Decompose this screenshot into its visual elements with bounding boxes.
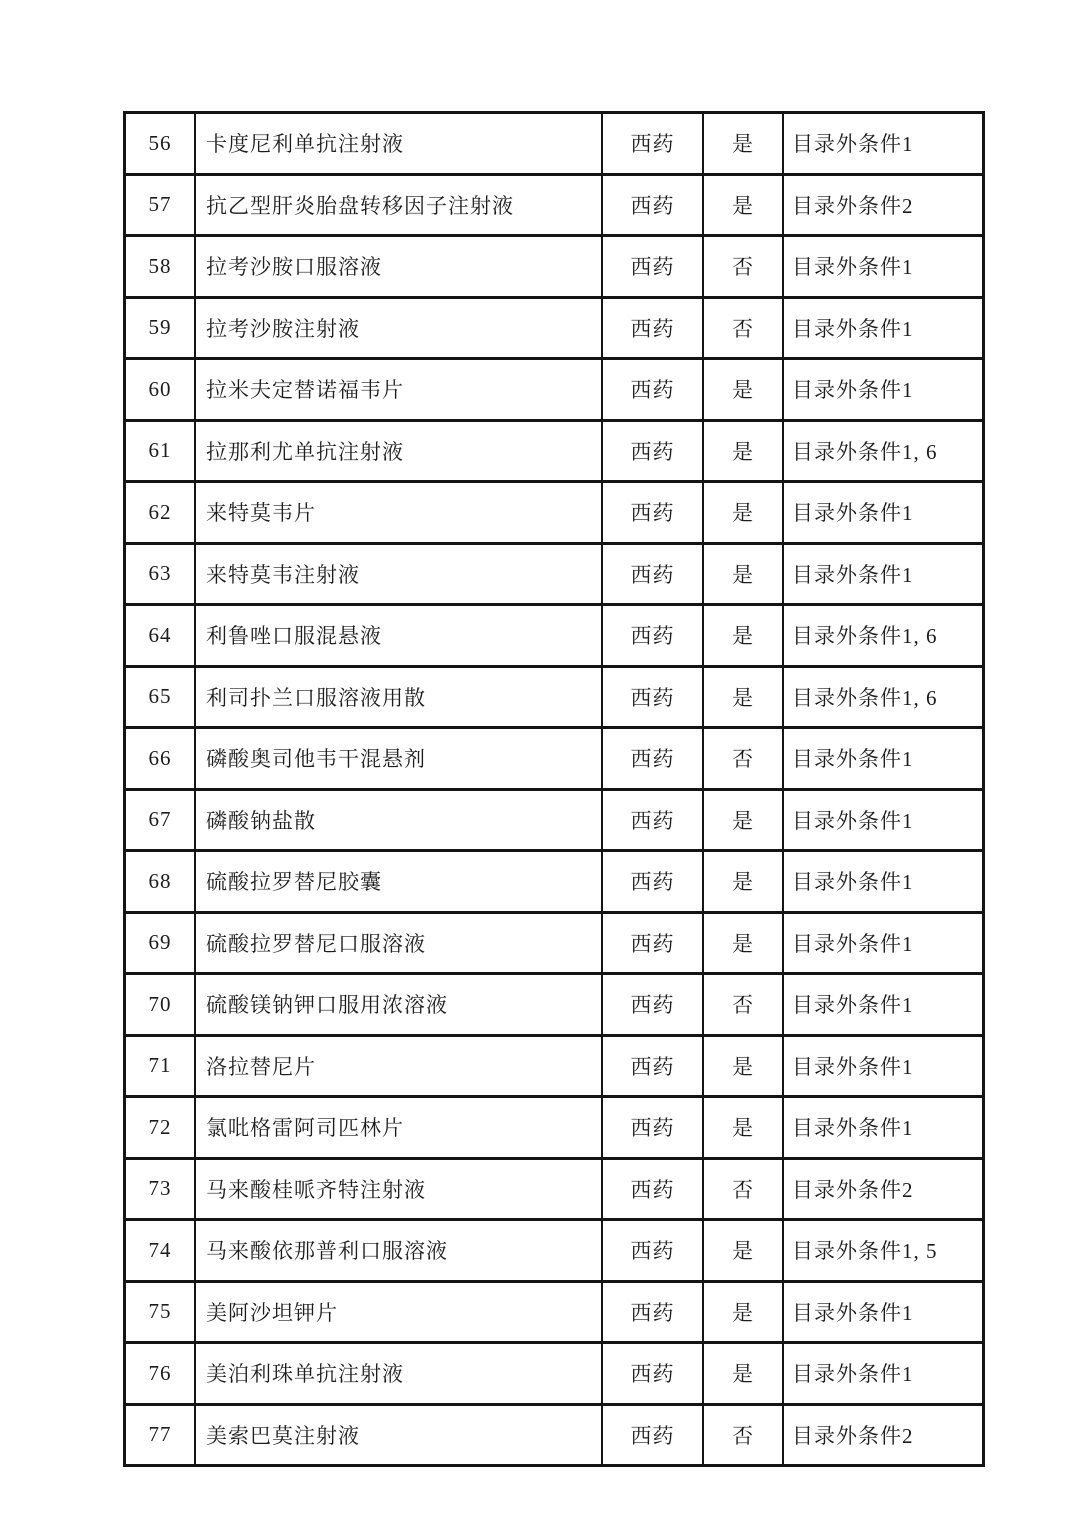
table-row (125, 851, 984, 913)
row-number: 64 (125, 605, 196, 667)
table-row (125, 666, 984, 728)
inclusion-flag: 是 (703, 1343, 783, 1405)
inclusion-flag: 是 (703, 851, 783, 913)
row-number: 68 (125, 851, 196, 913)
condition-label: 目录外条件1, 6 (783, 666, 984, 728)
drug-name: 马来酸依那普利口服溶液 (195, 1220, 602, 1282)
table-row (125, 174, 984, 236)
row-number: 58 (125, 236, 196, 298)
row-number: 76 (125, 1343, 196, 1405)
table-row (125, 236, 984, 298)
drug-category: 西药 (602, 1220, 703, 1282)
drug-name: 硫酸拉罗替尼口服溶液 (195, 912, 602, 974)
table-row (125, 912, 984, 974)
table-row (125, 1097, 984, 1159)
inclusion-flag: 否 (703, 728, 783, 790)
condition-label: 目录外条件1 (783, 482, 984, 544)
condition-label: 目录外条件1 (783, 359, 984, 421)
drug-category: 西药 (602, 420, 703, 482)
table-row (125, 728, 984, 790)
table-row (125, 789, 984, 851)
inclusion-flag: 是 (703, 605, 783, 667)
condition-label: 目录外条件1 (783, 297, 984, 359)
inclusion-flag: 是 (703, 482, 783, 544)
drug-category: 西药 (602, 1343, 703, 1405)
table-row (125, 482, 984, 544)
condition-label: 目录外条件1 (783, 1343, 984, 1405)
drug-category: 西药 (602, 359, 703, 421)
drug-category: 西药 (602, 974, 703, 1036)
drug-category: 西药 (602, 1404, 703, 1466)
condition-label: 目录外条件1 (783, 728, 984, 790)
drug-name: 来特莫韦注射液 (195, 543, 602, 605)
table-row (125, 543, 984, 605)
drug-category: 西药 (602, 912, 703, 974)
drug-category: 西药 (602, 543, 703, 605)
drug-category: 西药 (602, 605, 703, 667)
condition-label: 目录外条件1 (783, 1097, 984, 1159)
drug-name: 硫酸镁钠钾口服用浓溶液 (195, 974, 602, 1036)
inclusion-flag: 是 (703, 359, 783, 421)
row-number: 71 (125, 1035, 196, 1097)
drug-name: 来特莫韦片 (195, 482, 602, 544)
condition-label: 目录外条件2 (783, 174, 984, 236)
row-number: 63 (125, 543, 196, 605)
drug-table-body (125, 113, 984, 1466)
drug-name: 拉米夫定替诺福韦片 (195, 359, 602, 421)
row-number: 77 (125, 1404, 196, 1466)
drug-category: 西药 (602, 1035, 703, 1097)
table-row (125, 1404, 984, 1466)
row-number: 74 (125, 1220, 196, 1282)
inclusion-flag: 否 (703, 974, 783, 1036)
row-number: 70 (125, 974, 196, 1036)
inclusion-flag: 否 (703, 236, 783, 298)
drug-name: 磷酸钠盐散 (195, 789, 602, 851)
table-row (125, 359, 984, 421)
table-row (125, 1035, 984, 1097)
drug-name: 硫酸拉罗替尼胶囊 (195, 851, 602, 913)
inclusion-flag: 是 (703, 666, 783, 728)
table-row (125, 605, 984, 667)
drug-name: 美阿沙坦钾片 (195, 1281, 602, 1343)
drug-name: 氯吡格雷阿司匹林片 (195, 1097, 602, 1159)
drug-category: 西药 (602, 1281, 703, 1343)
row-number: 59 (125, 297, 196, 359)
inclusion-flag: 是 (703, 1281, 783, 1343)
condition-label: 目录外条件1 (783, 543, 984, 605)
table-row (125, 420, 984, 482)
table-row (125, 1220, 984, 1282)
inclusion-flag: 是 (703, 1220, 783, 1282)
drug-name: 拉考沙胺注射液 (195, 297, 602, 359)
condition-label: 目录外条件1 (783, 789, 984, 851)
condition-label: 目录外条件1 (783, 974, 984, 1036)
drug-list-table (123, 111, 985, 1467)
drug-category: 西药 (602, 1097, 703, 1159)
drug-category: 西药 (602, 482, 703, 544)
inclusion-flag: 否 (703, 1158, 783, 1220)
condition-label: 目录外条件1, 5 (783, 1220, 984, 1282)
drug-name: 卡度尼利单抗注射液 (195, 113, 602, 175)
drug-category: 西药 (602, 666, 703, 728)
condition-label: 目录外条件1 (783, 236, 984, 298)
drug-name: 利鲁唑口服混悬液 (195, 605, 602, 667)
inclusion-flag: 是 (703, 789, 783, 851)
condition-label: 目录外条件1 (783, 1035, 984, 1097)
row-number: 65 (125, 666, 196, 728)
row-number: 73 (125, 1158, 196, 1220)
condition-label: 目录外条件1, 6 (783, 605, 984, 667)
inclusion-flag: 是 (703, 420, 783, 482)
drug-category: 西药 (602, 174, 703, 236)
drug-name: 利司扑兰口服溶液用散 (195, 666, 602, 728)
row-number: 57 (125, 174, 196, 236)
drug-name: 拉那利尤单抗注射液 (195, 420, 602, 482)
table-row (125, 974, 984, 1036)
row-number: 61 (125, 420, 196, 482)
drug-category: 西药 (602, 1158, 703, 1220)
row-number: 56 (125, 113, 196, 175)
inclusion-flag: 否 (703, 297, 783, 359)
drug-category: 西药 (602, 851, 703, 913)
table-row (125, 1281, 984, 1343)
drug-category: 西药 (602, 789, 703, 851)
inclusion-flag: 是 (703, 912, 783, 974)
drug-category: 西药 (602, 728, 703, 790)
table-row (125, 1158, 984, 1220)
drug-name: 马来酸桂哌齐特注射液 (195, 1158, 602, 1220)
drug-category: 西药 (602, 113, 703, 175)
table-row (125, 1343, 984, 1405)
drug-name: 洛拉替尼片 (195, 1035, 602, 1097)
row-number: 66 (125, 728, 196, 790)
drug-name: 抗乙型肝炎胎盘转移因子注射液 (195, 174, 602, 236)
inclusion-flag: 是 (703, 1097, 783, 1159)
inclusion-flag: 是 (703, 174, 783, 236)
inclusion-flag: 是 (703, 1035, 783, 1097)
row-number: 75 (125, 1281, 196, 1343)
condition-label: 目录外条件1 (783, 1281, 984, 1343)
condition-label: 目录外条件1 (783, 113, 984, 175)
condition-label: 目录外条件1 (783, 912, 984, 974)
row-number: 72 (125, 1097, 196, 1159)
row-number: 67 (125, 789, 196, 851)
drug-name: 磷酸奥司他韦干混悬剂 (195, 728, 602, 790)
inclusion-flag: 是 (703, 113, 783, 175)
drug-name: 美泊利珠单抗注射液 (195, 1343, 602, 1405)
condition-label: 目录外条件1 (783, 851, 984, 913)
row-number: 62 (125, 482, 196, 544)
drug-category: 西药 (602, 236, 703, 298)
table-row (125, 297, 984, 359)
condition-label: 目录外条件1, 6 (783, 420, 984, 482)
inclusion-flag: 是 (703, 543, 783, 605)
drug-name: 拉考沙胺口服溶液 (195, 236, 602, 298)
table-row (125, 113, 984, 175)
row-number: 60 (125, 359, 196, 421)
drug-name: 美索巴莫注射液 (195, 1404, 602, 1466)
condition-label: 目录外条件2 (783, 1404, 984, 1466)
inclusion-flag: 否 (703, 1404, 783, 1466)
condition-label: 目录外条件2 (783, 1158, 984, 1220)
row-number: 69 (125, 912, 196, 974)
drug-category: 西药 (602, 297, 703, 359)
